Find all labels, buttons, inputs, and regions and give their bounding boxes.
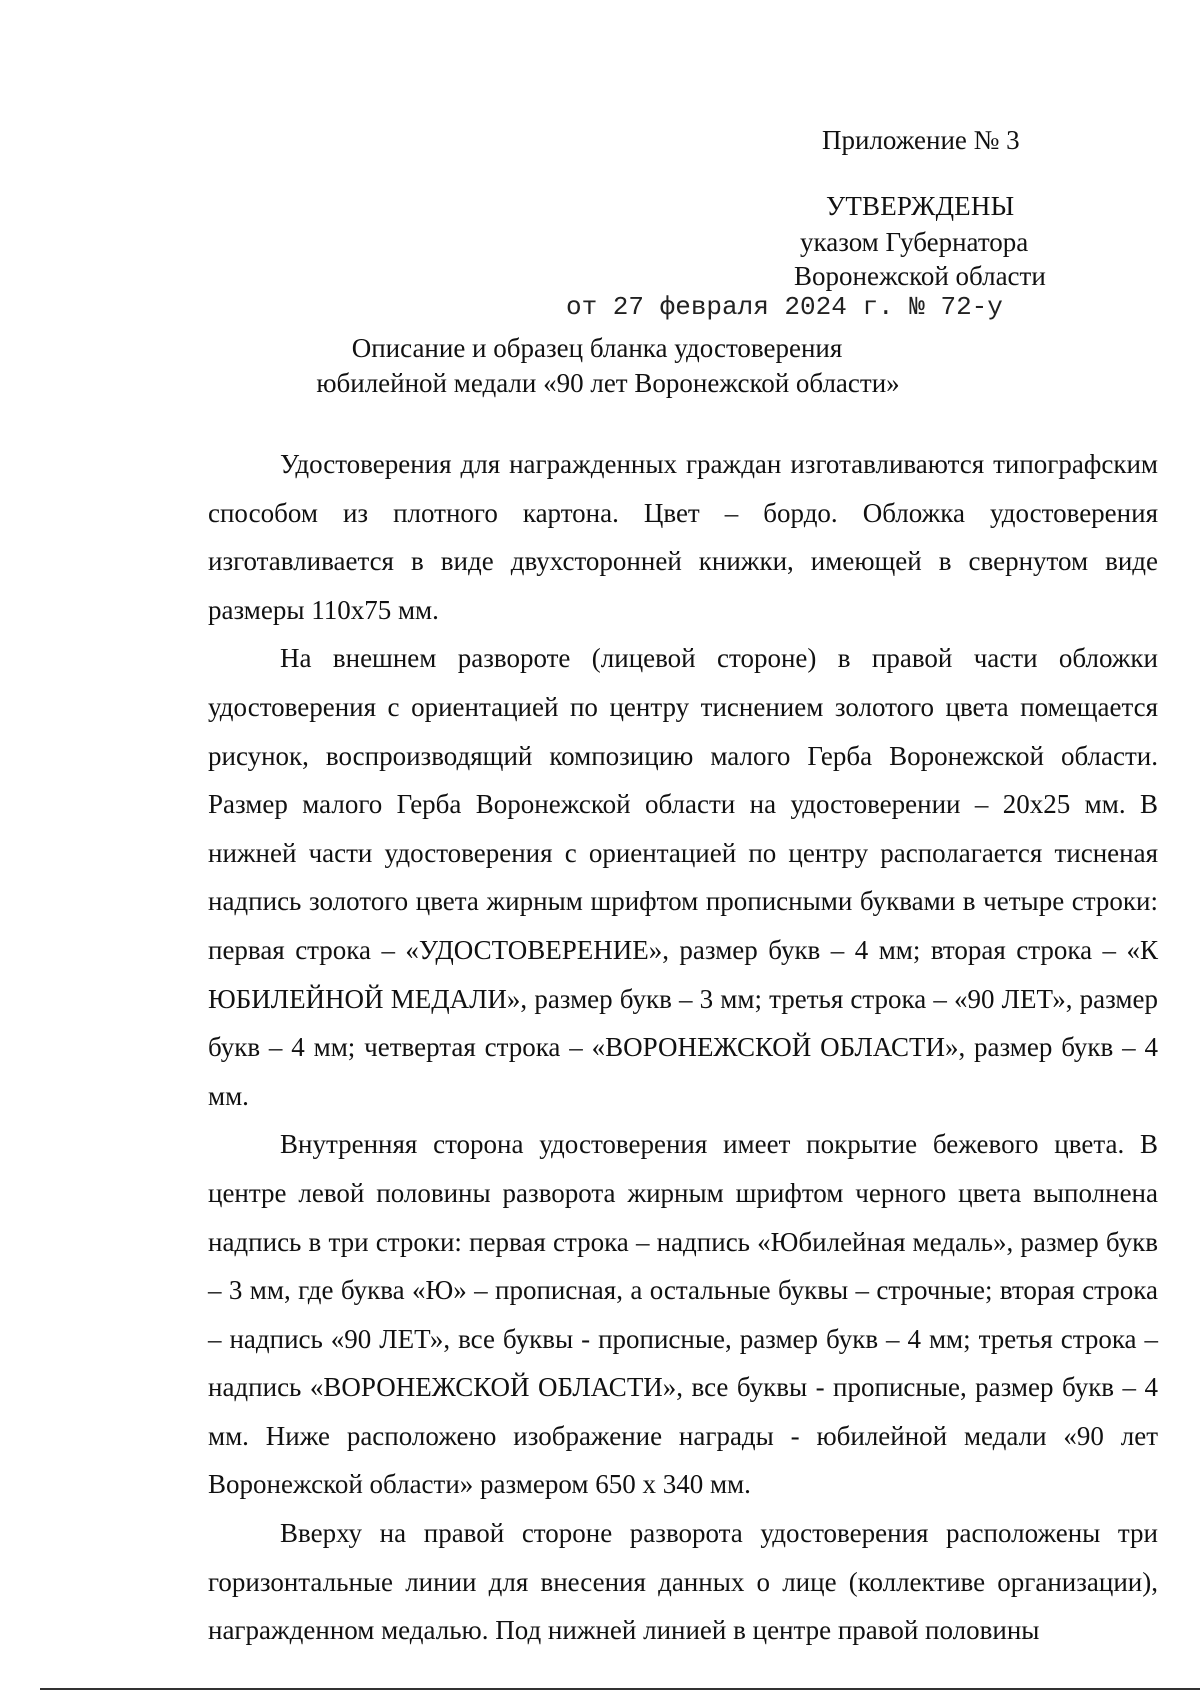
decree-date-number: от 27 февраля 2024 г. № 72-у [566,292,1003,322]
document-title-line-2: юбилейной медали «90 лет Воронежской области» [316,368,900,398]
approval-region: Воронежской области [794,261,1046,291]
page-bottom-rule [40,1688,1200,1690]
paragraph-inner-side: Внутренняя сторона удостоверения имеет покрытие бежевого цвета. В центре левой половины разворота жирным шрифтом черного цвета выполнена надпись в три строки: первая строка – надпись «Юбилейная медаль», размер букв – 3 мм, где буква «Ю» – прописная, а остальные буквы – строчные; вторая строка – надпись «90 ЛЕТ», все буквы - прописные, размер букв – 4 мм; третья строка – надпись «ВОРОНЕЖСКОЙ ОБЛАСТИ», все буквы - прописные, размер букв – 4 мм. Ниже расположено изображение награды - юбилейной медали «90 лет Воронежской области» размером 650 х 340 мм. [208,1129,1158,1500]
document-body [208,440,1158,1655]
approval-authority: указом Губернатора [800,227,1029,257]
appendix-number: Приложение № 3 [822,125,1020,155]
paragraph-right-spread: Вверху на правой стороне разворота удостоверения расположены три горизонтальные линии для внесения данных о лице (коллективе организации), награжденном медалью. Под нижней линией в центре правой половины [208,1518,1158,1646]
approval-stamp-title: УТВЕРЖДЕНЫ [826,191,1015,221]
document-title-line-1: Описание и образец бланка удостоверения [351,333,843,363]
paragraph-cover-material: Удостоверения для награжденных граждан изготавливаются типографским способом из плотного картона. Цвет – бордо. Обложка удостоверения изготавливается в виде двухсторонней книжки, имеющей в свернутом виде размеры 110х75 мм. [208,449,1158,625]
paragraph-cover-outer-side: На внешнем развороте (лицевой стороне) в правой части обложки удостоверения с ориентацией по центру тиснением золотого цвета помещается рисунок, воспроизводящий композицию малого Герба Воронежской области. Размер малого Герба Воронежской области на удостоверении – 20х25 мм. В нижней части удостоверения с ориентацией по центру располагается тисненая надпись золотого цвета жирным шрифтом прописными буквами в четыре строки: первая строка – «УДОСТОВЕРЕНИЕ», размер букв – 4 мм; вторая строка – «К ЮБИЛЕЙНОЙ МЕДАЛИ», размер букв – 3 мм; третья строка – «90 ЛЕТ», размер букв – 4 мм; четвертая строка – «ВОРОНЕЖСКОЙ ОБЛАСТИ», размер букв – 4 мм. [208,643,1158,1111]
